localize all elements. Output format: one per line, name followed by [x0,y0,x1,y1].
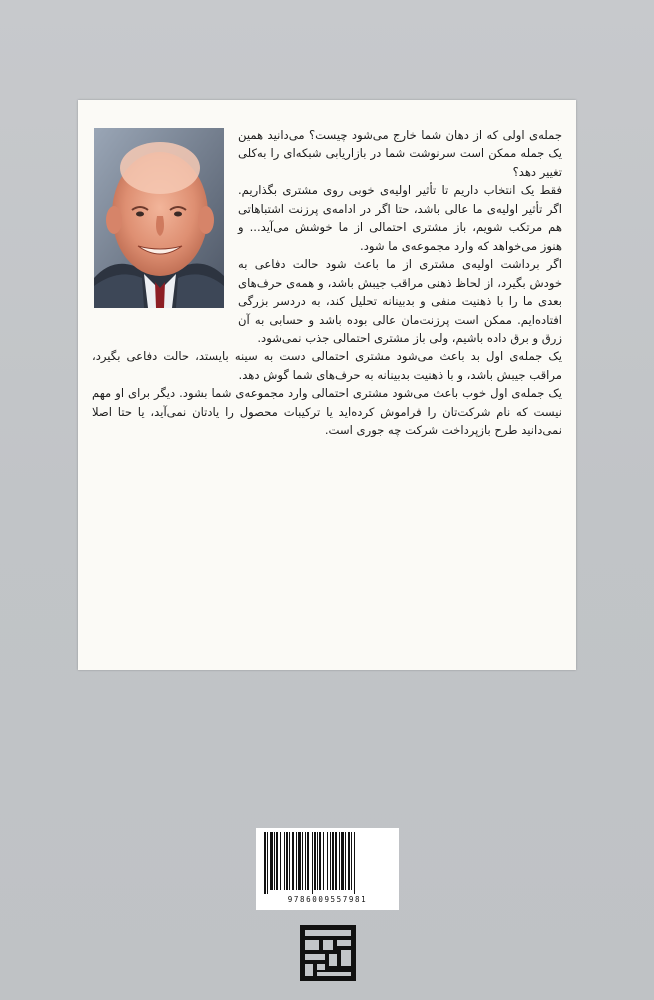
blurb-paragraph: یک جمله‌ی اول بد باعث می‌شود مشتری احتمالی دست به سینه بایستد، حالت دفاعی بگیرد، مراقب جیبش باشد، و با ذهنیت بدبینانه به حرف‌های شما گوش دهد. [92,349,562,382]
barcode-bar [296,832,297,890]
barcode-bar [319,832,321,890]
barcode-bar [305,832,306,890]
barcode-bar [341,832,344,890]
barcode-bar [284,832,285,890]
isbn-barcode [256,828,399,910]
barcode-bar [345,832,346,890]
barcode-bar [286,832,288,890]
barcode-bar [332,832,334,890]
isbn-number: 9786009557981 [287,895,368,904]
barcode-bar [330,832,331,890]
barcode-bar [292,832,294,890]
barcode-bar [289,832,290,890]
barcode-bar [351,832,352,890]
barcode-bar [267,832,268,894]
barcode-bar [327,832,328,890]
barcode-bar [312,832,313,894]
barcode-bar [314,832,316,890]
photo-wrap-spacer [92,126,238,338]
blurb-paragraph: یک جمله‌ی اول خوب باعث می‌شود مشتری احتمالی وارد مجموعه‌ی شما بشود. دیگر برای او مهم نیست که نام شرکت‌تان را فراموش کرده‌اید یا ترکیبات محصول را یادتان نمی‌آید، یا حتا اصلا نمی‌دانید طرح بازپرداخت شرکت چه جوری است. [92,386,562,438]
barcode-bar [307,832,309,890]
barcode-bar [298,832,301,890]
barcode-bar [274,832,275,890]
barcode-bar [302,832,303,890]
blurb-paragraph: جمله‌ی اولی که از دهان شما خارج می‌شود چیست؟ می‌دانید همین یک جمله ممکن است سرنوشت شما در بازاریابی شبکه‌ای را به‌کلی تغییر دهد؟ [238,128,562,179]
barcode-bar [264,832,266,894]
barcode-bar [276,832,278,890]
publisher-logo-icon [299,924,357,982]
barcode-bars [262,832,393,894]
blurb-paragraph: اگر برداشت اولیه‌ی مشتری از ما باعث شود حالت دفاعی به خودش بگیرد، از لحاظ ذهنی مراقب جیبش باشد، و همه‌ی حرف‌های بعدی ما را با ذهنیت منفی و بدبینانه تحلیل کند، به دردسر بزرگی افتاده‌ایم. ممکن است پرزنت‌مان عالی بوده باشد و حسابی به آن زرق و برق داده باشیم، ولی باز مشتری احتمالی جذب نمی‌شود. [238,257,562,345]
blurb-panel [78,100,576,670]
barcode-bar [323,832,324,890]
barcode-bar [335,832,337,890]
barcode-bar [339,832,340,890]
barcode-bar [354,832,355,894]
blurb-paragraph: فقط یک انتخاب داریم تا تأثیر اولیه‌ی خوبی روی مشتری بگذاریم. اگر تأثیر اولیه‌ی ما عالی باشد، حتا اگر در ادامه‌ی پرزنت اشتباهاتی هم مرتکب شویم، باز مشتری احتمالی از ما خوشش می‌آید... و هنوز می‌خواهد که وارد مجموعه‌ی ما شود. [238,183,562,253]
barcode-bar [348,832,350,890]
barcode-bar [280,832,281,890]
blurb-text [92,126,562,440]
barcode-bar [317,832,318,890]
barcode-bar [270,832,273,890]
